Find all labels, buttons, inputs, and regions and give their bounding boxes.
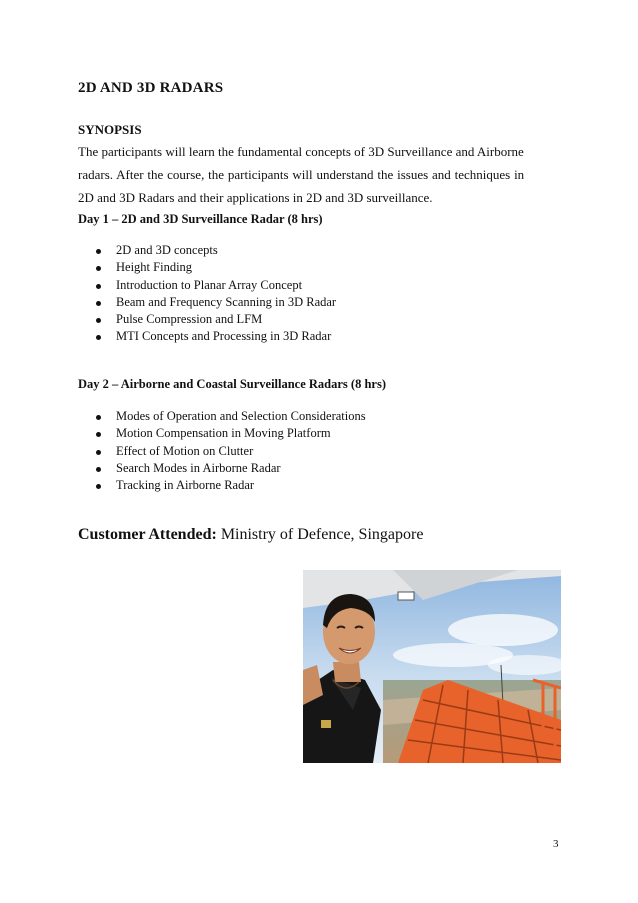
- bullet-icon: [96, 467, 101, 472]
- synopsis-line: radars. After the course, the participants will understand the issues and techniques in: [78, 167, 525, 182]
- bullet-icon: [96, 301, 101, 306]
- day2-heading: Day 2 – Airborne and Coastal Surveillance Radars (8 hrs): [78, 377, 386, 391]
- list-item: Tracking in Airborne Radar: [96, 477, 366, 494]
- bullet-icon: [96, 432, 101, 437]
- day2-list: [96, 408, 366, 494]
- customer-label: Customer Attended:: [78, 526, 217, 543]
- synopsis-heading: SYNOPSIS: [78, 122, 142, 137]
- page-number: 3: [553, 838, 559, 850]
- bullet-icon: [96, 266, 101, 271]
- list-item: MTI Concepts and Processing in 3D Radar: [96, 328, 336, 345]
- list-item: Introduction to Planar Array Concept: [96, 277, 336, 294]
- list-item: Beam and Frequency Scanning in 3D Radar: [96, 294, 336, 311]
- page-title: 2D AND 3D RADARS: [78, 80, 224, 96]
- list-item: Search Modes in Airborne Radar: [96, 460, 366, 477]
- list-item: Motion Compensation in Moving Platform: [96, 425, 366, 442]
- bullet-icon: [96, 249, 101, 254]
- synopsis-line: The participants will learn the fundamental concepts of 3D Surveillance and Airborne: [78, 144, 524, 159]
- day1-heading: Day 1 – 2D and 3D Surveillance Radar (8 hrs): [78, 212, 323, 226]
- list-item: Height Finding: [96, 259, 336, 276]
- list-item: Pulse Compression and LFM: [96, 311, 336, 328]
- list-item: Effect of Motion on Clutter: [96, 443, 366, 460]
- bullet-icon: [96, 450, 101, 455]
- list-item: Modes of Operation and Selection Considerations: [96, 408, 366, 425]
- selfie-photo: [303, 570, 561, 763]
- customer-attended: [78, 526, 423, 544]
- synopsis-paragraph: [78, 140, 564, 209]
- customer-value: Ministry of Defence, Singapore: [216, 526, 424, 543]
- bullet-icon: [96, 318, 101, 323]
- bullet-icon: [96, 484, 101, 489]
- synopsis-line: 2D and 3D Radars and their applications in 2D and 3D surveillance.: [78, 190, 433, 205]
- day1-list: [96, 242, 336, 346]
- list-item: 2D and 3D concepts: [96, 242, 336, 259]
- bullet-icon: [96, 415, 101, 420]
- bullet-icon: [96, 335, 101, 340]
- bullet-icon: [96, 284, 101, 289]
